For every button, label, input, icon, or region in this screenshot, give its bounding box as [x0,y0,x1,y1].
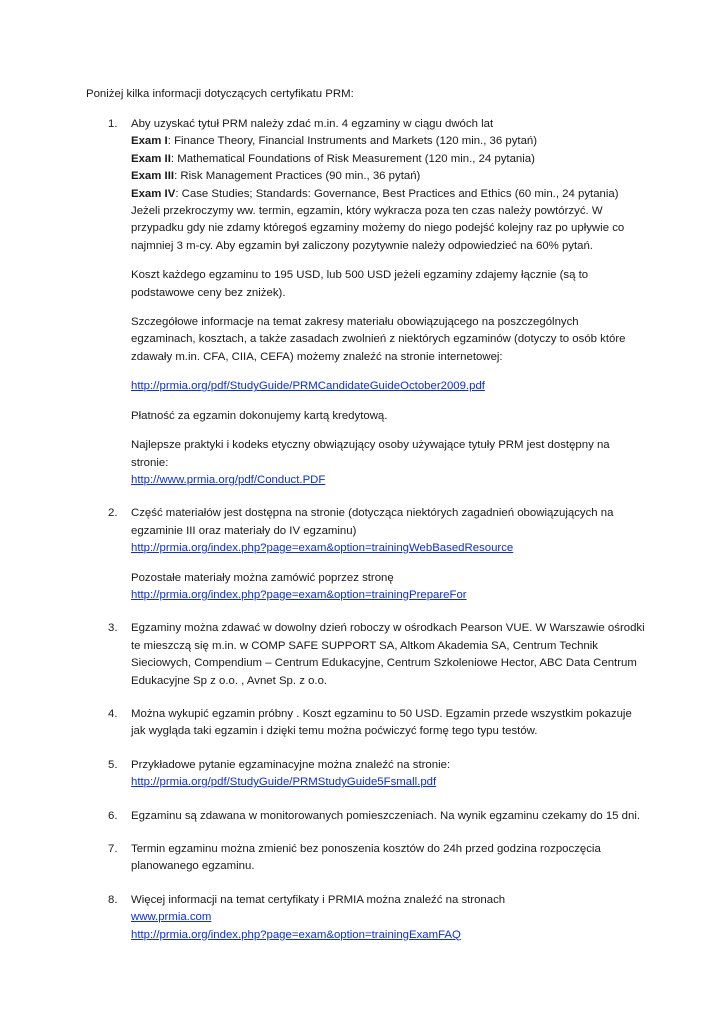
ethics-text: Najlepsze praktyki i kodeks etyczny obwiązujący osoby używające tytuły PRM jest dostępny na stronie: [131,439,610,469]
list-item [86,706,646,741]
study-guide-link[interactable]: http://prmia.org/pdf/StudyGuide/PRMStudyGuide5Fsmall.pdf [131,776,437,789]
list-item [86,505,646,604]
web-resource-link[interactable]: http://prmia.org/index.php?page=exam&option=trainingWebBasedResource [131,542,514,555]
list-item [86,841,646,876]
item-text: Przykładowe pytanie egzaminacyjne można znaleźć na stronie: [131,758,451,771]
details-text: Szczegółowe informacje na temat zakresy materiału obowiązującego na poszczególnych egzaminach, kosztach, a także zasadach zwolnień z niektórych egzaminów (dotyczy to osób które zdawały m.in. CFA, CIIA, CEFA) możemy znaleźć na stronie internetowej: [131,316,626,363]
exam-faq-link[interactable]: http://prmia.org/index.php?page=exam&option=trainingExamFAQ [131,928,461,941]
exam-desc: : Risk Management Practices (90 min., 36 pytań) [174,170,421,183]
item-number: 8. [108,893,118,906]
item-text: Można wykupić egzamin próbny . Koszt egzaminu to 50 USD. Egzamin przede wszystkim pokazuje jak wygląda taki egzamin i dzięki temu można poćwiczyć formę tego typu testów. [131,707,632,738]
item-text: Pozostałe materiały można zamówić poprzez stronę [131,571,394,584]
item-text: Termin egzaminu można zmienić bez ponoszenia kosztów do 24h przed godzina rozpoczęcia planowanego egzaminu. [131,843,601,873]
exam-desc: : Finance Theory, Financial Instruments and Markets (120 min., 36 pytań) [167,135,538,148]
item-text: Aby uzyskać tytuł PRM należy zdać m.in. 4 egzaminy w ciągu dwóch lat [131,118,494,130]
exam-label: Exam III [131,170,175,183]
exam-line [131,151,646,168]
item-number: 3. [108,622,118,635]
candidate-guide-link[interactable]: http://prmia.org/pdf/StudyGuide/PRMCandidateGuideOctober2009.pdf [131,380,485,393]
exam-label: Exam II [131,152,171,165]
item-number: 4. [108,707,118,720]
cost-text: Koszt każdego egzaminu to 195 USD, lub 500 USD jeżeli egzaminy zdajemy łącznie (są to podstawowe ceny bez zniżek). [131,269,589,299]
prepare-for-link[interactable]: http://prmia.org/index.php?page=exam&option=trainingPrepareFor [131,588,467,601]
exam-desc: : Mathematical Foundations of Risk Measurement (120 min., 24 pytania) [170,152,535,165]
item-number: 5. [108,758,118,771]
item-number: 1. [108,118,118,130]
exam-line [131,168,646,185]
list-item [86,757,646,792]
retake-text: Jeżeli przekroczymy ww. termin, egzamin, który wykracza poza ten czas należy powtórzyć. W przypadku gdy nie zdamy któregoś egzaminy możemy do niego podejść kolejny raz po upływie co najmniej 3 m-cy. Aby egzamin był zaliczony pozytywnie należy odpowiedzieć na 60% pytań. [131,205,625,252]
conduct-link[interactable]: http://www.prmia.org/pdf/Conduct.PDF [131,473,326,486]
list-item [86,892,646,944]
list-item [86,620,646,690]
intro-text: Poniżej kilka informacji dotyczących certyfikatu PRM: [86,88,354,100]
info-list [86,116,646,960]
item-text: Część materiałów jest dostępna na stronie (dotycząca niektórych zagadnień obowiązujących na egzaminie III oraz materiały do IV egzaminu) [131,507,614,537]
item-text: Więcej informacji na temat certyfikaty i PRMIA można znaleźć na stronach [131,893,506,906]
prmia-home-link[interactable]: www.prmia.com [131,911,212,924]
payment-text: Płatność za egzamin dokonujemy kartą kredytową. [131,409,388,422]
item-number: 2. [108,507,118,520]
item-text: Egzaminy można zdawać w dowolny dzień roboczy w ośrodkach Pearson VUE. W Warszawie ośrodki te mieszczą się m.in. w COMP SAFE SUPPORT SA, Altkom Akademia SA, Centrum Technik Sieciowych, Compendium – Centrum Edukacyjne, Centrum Szkoleniowe Hector, ABC Data Centrum Edukacyjne Sp z o.o. , Avnet Sp. z o.o. [131,622,645,687]
exam-line [131,186,646,203]
list-item [86,808,646,825]
list-item [86,116,646,489]
exam-label: Exam IV [131,187,176,200]
item-number: 7. [108,843,118,855]
exam-line [131,133,646,150]
exam-desc: : Case Studies; Standards: Governance, Best Practices and Ethics (60 min., 24 pytania) [175,187,619,200]
item-number: 6. [108,809,118,822]
exam-label: Exam I [131,135,168,148]
item-text: Egzaminu są zdawana w monitorowanych pomieszczeniach. Na wynik egzaminu czekamy do 15 dni. [131,809,641,822]
